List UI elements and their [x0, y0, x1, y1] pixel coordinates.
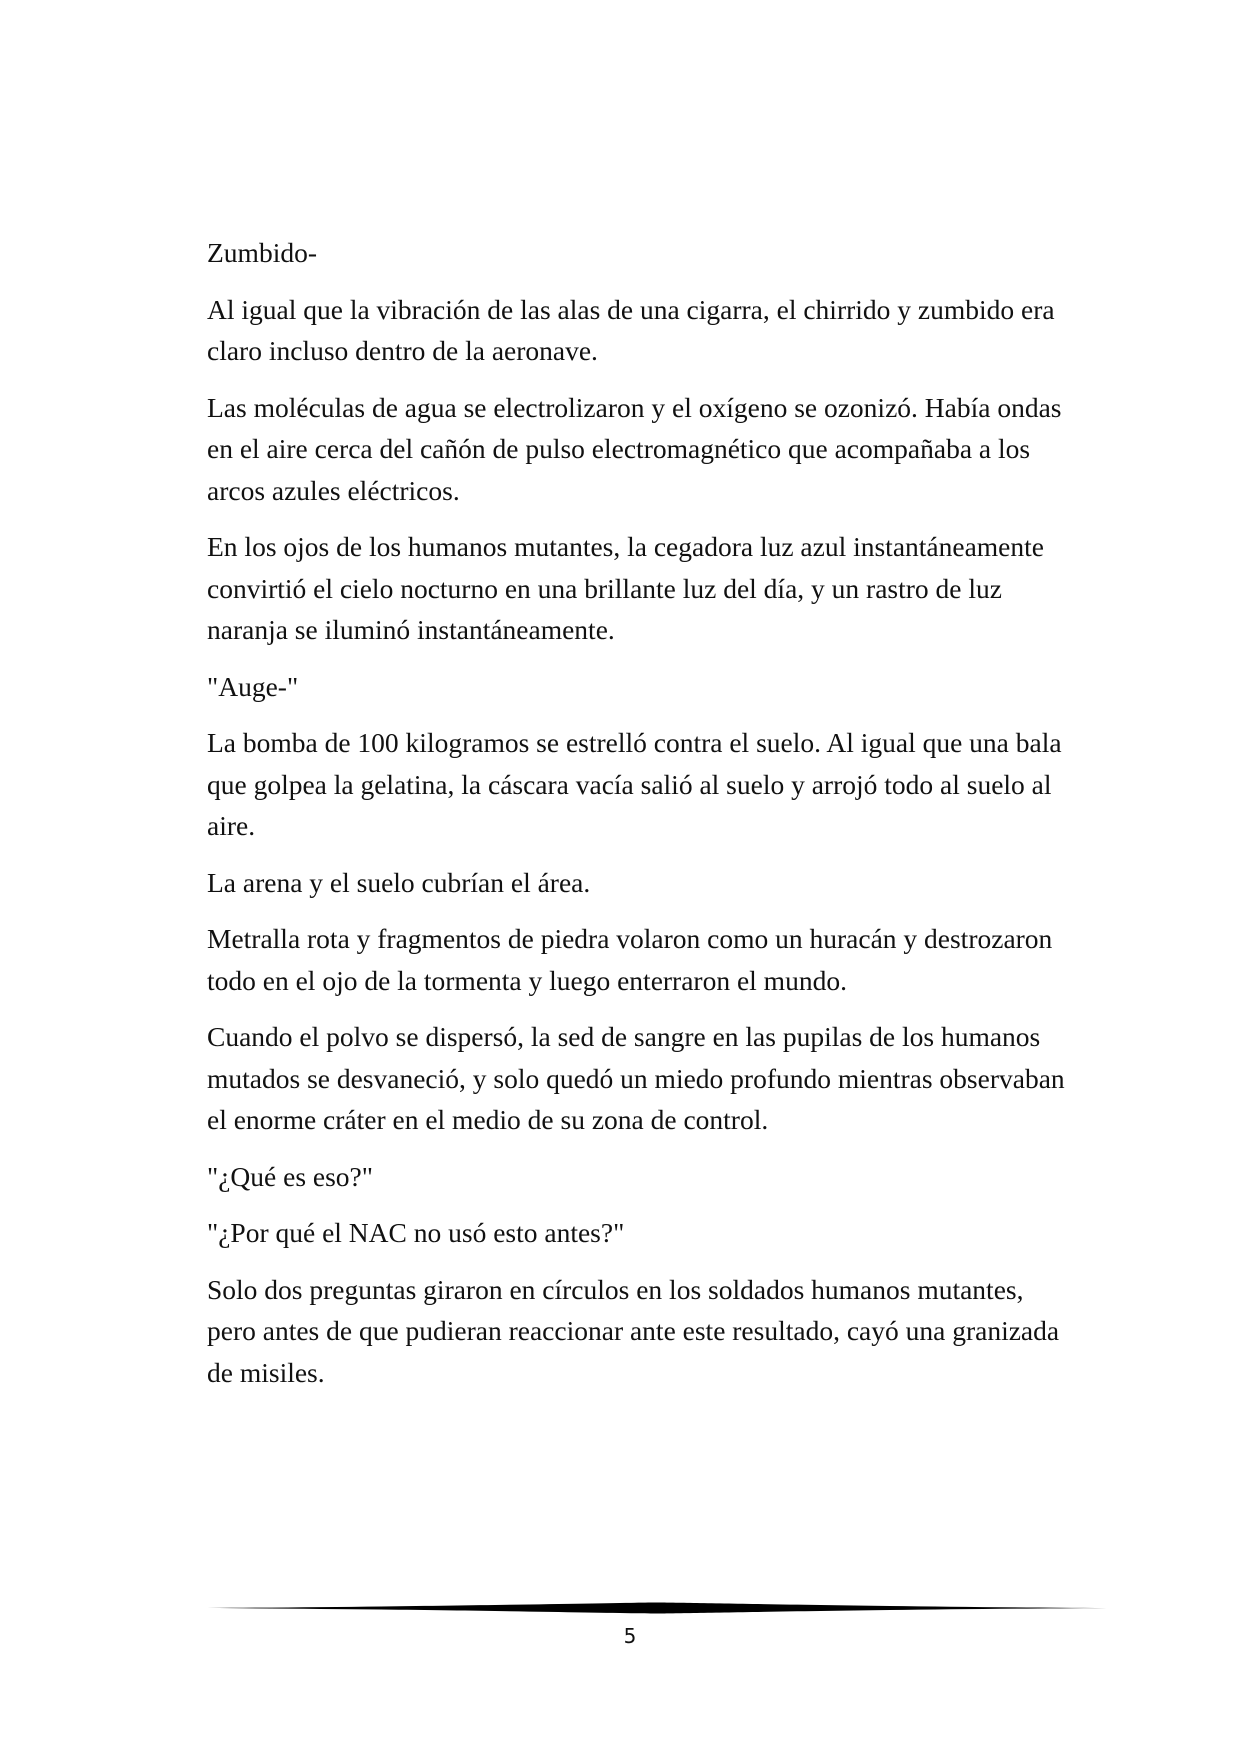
paragraph: Zumbido-: [207, 237, 317, 268]
footer-divider: [207, 1602, 1107, 1614]
paragraph: La arena y el suelo cubrían el área.: [207, 866, 591, 898]
paragraph: Las moléculas de agua se electrolizaron y el oxígeno se ozonizó. Había ondas en el aire cerca del cañón de pulso electromagnético que acompañaba a los arcos azules eléctricos.: [207, 391, 1062, 506]
paragraph: Cuando el polvo se dispersó, la sed de sangre en las pupilas de los humanos mutados se desvaneció, y solo quedó un miedo profundo mientras observaban el enorme cráter en el medio de su zona de control.: [207, 1021, 1065, 1135]
paragraph: La bomba de 100 kilogramos se estrelló contra el suelo. Al igual que una bala que golpea la gelatina, la cáscara vacía salió al suelo y arrojó todo al suelo al aire.: [207, 727, 1062, 841]
page-number: 5: [623, 1624, 637, 1648]
paragraph: Al igual que la vibración de las alas de una cigarra, el chirrido y zumbido era claro incluso dentro de la aeronave.: [207, 293, 1055, 366]
paragraph: Metralla rota y fragmentos de piedra volaron como un huracán y destrozaron todo en el ojo de la tormenta y luego enterraron el mundo.: [207, 923, 1053, 996]
body-text: [207, 232, 1067, 1408]
paragraph: En los ojos de los humanos mutantes, la cegadora luz azul instantáneamente convirtió el cielo nocturno en una brillante luz del día, y un rastro de luz naranja se iluminó instantáneamente.: [207, 531, 1044, 645]
paragraph: "¿Por qué el NAC no usó esto antes?": [207, 1217, 625, 1248]
paragraph: "Auge-": [207, 670, 299, 702]
paragraph: Solo dos preguntas giraron en círculos en los soldados humanos mutantes, pero antes de que pudieran reaccionar ante este resultado, cayó una granizada de misiles.: [207, 1273, 1060, 1388]
paragraph: "¿Qué es eso?": [207, 1160, 373, 1192]
